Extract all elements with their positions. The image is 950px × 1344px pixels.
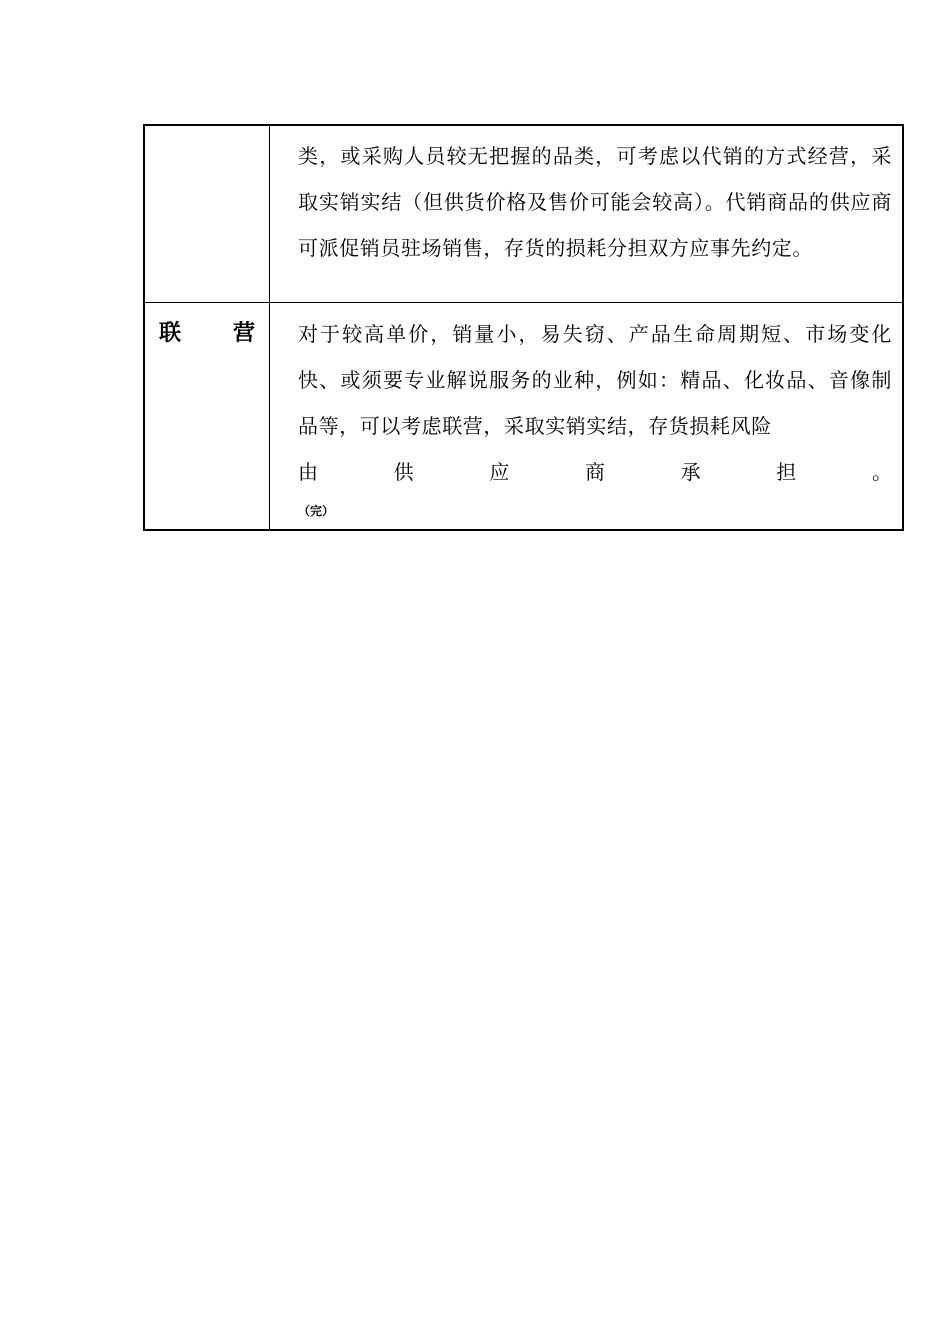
row-label-cell (144, 125, 270, 303)
last-line-char: 。 (871, 460, 892, 484)
last-line-char: 供 (393, 460, 414, 484)
last-line-char: 应 (489, 460, 510, 484)
consignment-paragraph: 类，或采购人员较无把握的品类，可考虑以代销的方式经营，采取实销实结（但供货价格及售价可能会较高）。代销商品的供应商可派促销员驻场销售，存货的损耗分担双方应事先约定。 (298, 144, 892, 260)
row-label-char: 联 (159, 321, 182, 346)
table-row (144, 303, 903, 531)
last-line-char: 商 (584, 460, 605, 484)
row-label-joint-operation (145, 303, 269, 349)
content-table (143, 124, 904, 531)
last-line-char: 由 (298, 460, 318, 484)
paragraph-last-line (270, 449, 902, 495)
last-line-char: 担 (776, 460, 797, 484)
row-label-cell (144, 303, 270, 531)
row-body-cell (270, 303, 904, 531)
end-mark: （完） (298, 504, 335, 518)
row-label-char: 营 (232, 321, 255, 346)
joint-operation-paragraph: 对于较高单价，销量小，易失窃、产品生命周期短、市场变化快、或须要专业解说服务的业种，例如：精品、化妆品、音像制品等，可以考虑联营，采取实销实结，存货损耗风险 (298, 322, 892, 438)
row-body-cell (270, 125, 904, 303)
last-line-char: 承 (680, 460, 701, 484)
table-row (144, 125, 903, 303)
